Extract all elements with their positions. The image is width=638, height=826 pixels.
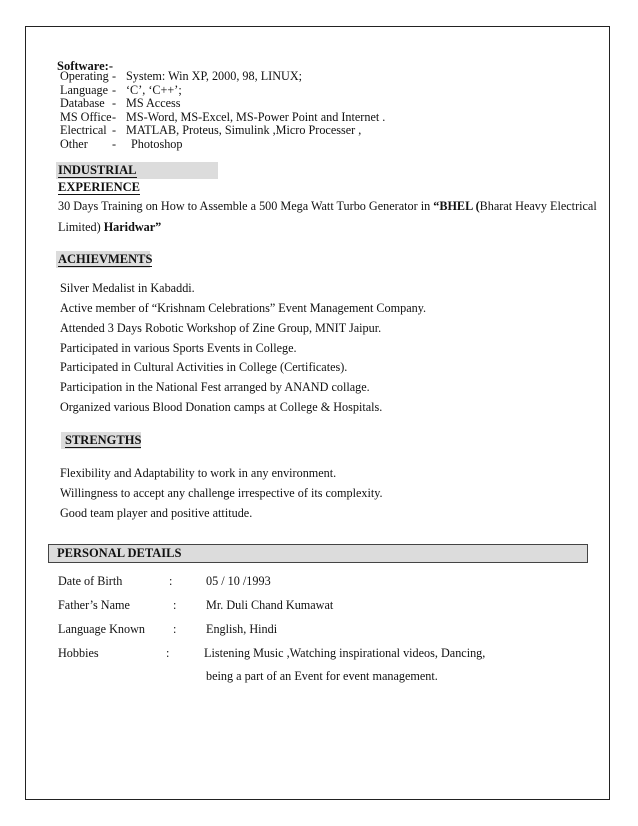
industrial-text: Bharat Heavy Electrical xyxy=(479,199,597,213)
software-row xyxy=(60,137,182,151)
strengths-heading xyxy=(61,432,141,449)
software-label: Other xyxy=(60,136,88,151)
software-dash: - xyxy=(112,109,117,124)
language-known-value: English, Hindi xyxy=(206,622,278,636)
dob-label: Date of Birth xyxy=(58,574,123,588)
father-name-value: Mr. Duli Chand Kumawat xyxy=(206,598,334,612)
software-label: Operating xyxy=(60,69,109,83)
achievement-item: Organized various Blood Donation camps at College & Hospitals. xyxy=(60,400,383,414)
achievements-heading-text: ACHIEVMENTS xyxy=(58,252,153,266)
software-label: MS Office xyxy=(60,109,112,124)
software-value: ‘C’, ‘C++’; xyxy=(126,82,182,97)
hobbies-value-cont: being a part of an Event for event management. xyxy=(206,669,438,683)
software-title: Software:- xyxy=(57,59,113,73)
software-row xyxy=(60,83,182,97)
software-label: Electrical xyxy=(60,123,107,137)
achievement-item: Active member of “Krishnam Celebrations” Event Management Company. xyxy=(60,301,427,315)
language-known-colon: : xyxy=(173,622,177,636)
strength-item: Willingness to accept any challenge irrespective of its complexity. xyxy=(60,486,383,500)
software-row xyxy=(60,110,385,124)
software-value: MS Access xyxy=(126,96,181,110)
hobbies-value: Listening Music ,Watching inspirational videos, Dancing, xyxy=(204,646,486,660)
software-row xyxy=(60,96,181,110)
industrial-line-2 xyxy=(58,220,161,235)
strength-item: Good team player and positive attitude. xyxy=(60,506,253,520)
software-row xyxy=(60,69,302,83)
strength-item: Flexibility and Adaptability to work in any environment. xyxy=(60,466,337,480)
father-name-label: Father’s Name xyxy=(58,598,130,612)
achievement-item: Participation in the National Fest arranged by ANAND collage. xyxy=(60,380,370,394)
achievements-heading xyxy=(56,251,153,268)
language-known-label: Language Known xyxy=(58,622,145,636)
hobbies-colon: : xyxy=(166,646,170,660)
industrial-text: 30 Days Training on How to Assemble a 500 Mega Watt Turbo Generator in xyxy=(58,199,434,213)
father-name-colon: : xyxy=(173,598,177,612)
industrial-line-1 xyxy=(58,199,597,214)
industrial-haridwar: Haridwar” xyxy=(103,220,162,234)
hobbies-label: Hobbies xyxy=(58,646,99,660)
achievement-item: Attended 3 Days Robotic Workshop of Zine Group, MNIT Jaipur. xyxy=(60,321,382,335)
software-value: System: Win XP, 2000, 98, LINUX; xyxy=(126,69,303,83)
industrial-text: Limited) xyxy=(58,220,104,234)
software-label: Database xyxy=(60,96,105,110)
achievement-item: Silver Medalist in Kabaddi. xyxy=(60,281,195,295)
achievement-item: Participated in various Sports Events in College. xyxy=(60,341,297,355)
software-value: MS-Word, MS-Excel, MS-Power Point and Internet . xyxy=(126,109,386,124)
dob-colon: : xyxy=(169,574,173,588)
personal-details-heading: PERSONAL DETAILS xyxy=(48,544,588,563)
industrial-bhel: “BHEL ( xyxy=(433,199,480,213)
dob-value: 05 / 10 /1993 xyxy=(206,574,271,588)
software-value: MATLAB, Proteus, Simulink ,Micro Processer , xyxy=(126,123,362,137)
industrial-heading-text: INDUSTRIAL EXPERIENCE xyxy=(58,163,140,194)
software-row xyxy=(60,123,361,137)
software-label: Language xyxy=(60,82,109,97)
software-dash: - xyxy=(112,69,117,83)
software-value: Photoshop xyxy=(131,136,183,151)
strengths-heading-text: STRENGTHS xyxy=(65,433,142,447)
software-dash: - xyxy=(112,96,117,110)
achievement-item: Participated in Cultural Activities in College (Certificates). xyxy=(60,360,348,374)
industrial-heading xyxy=(56,162,218,194)
software-dash: - xyxy=(112,82,117,97)
software-dash: - xyxy=(112,136,117,151)
software-dash: - xyxy=(112,123,117,137)
